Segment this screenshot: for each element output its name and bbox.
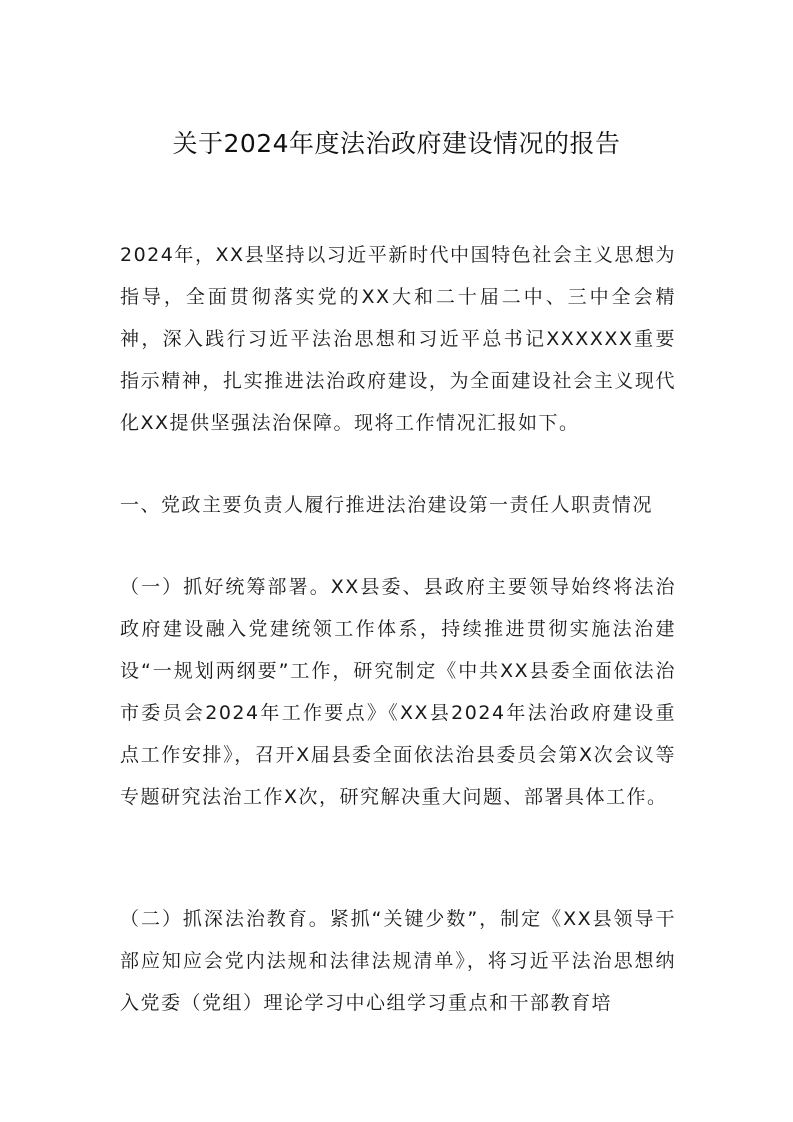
intro-paragraph: 2024年，XX县坚持以习近平新时代中国特色社会主义思想为指导，全面贯彻落实党的XX大和二十届二中、三中全会精神，深入践行习近平法治思想和习近平总书记XXXXXX重要指示精神，扎实推进法治政府建设，为全面建设社会主义现代化XX提供坚强法治保障。现将工作情况汇报如下。 [120, 244, 676, 434]
document-title: 关于2024年度法治政府建设情况的报告 [172, 129, 621, 158]
subsection-2-paragraph: （二）抓深法治教育。紧抓“关键少数”，制定《XX县领导干部应知应会党内法规和法律法规清单》，将习近平法治思想纳入党委（党组）理论学习中心组学习重点和干部教育培 [120, 908, 676, 1014]
section-heading-1: 一、党政主要负责人履行推进法治建设第一责任人职责情况 [120, 494, 654, 516]
subsection-1-paragraph: （一）抓好统筹部署。XX县委、县政府主要领导始终将法治政府建设融入党建统领工作体系，持续推进贯彻实施法治建设“一规划两纲要”工作，研究制定《中共XX县委全面依法治市委员会2024年工作要点》《XX县2024年法治政府建设重点工作安排》，召开X届县委全面依法治县委员会第X次会议等专题研究法治工作X次，研究解决重大问题、部署具体工作。 [120, 576, 676, 808]
